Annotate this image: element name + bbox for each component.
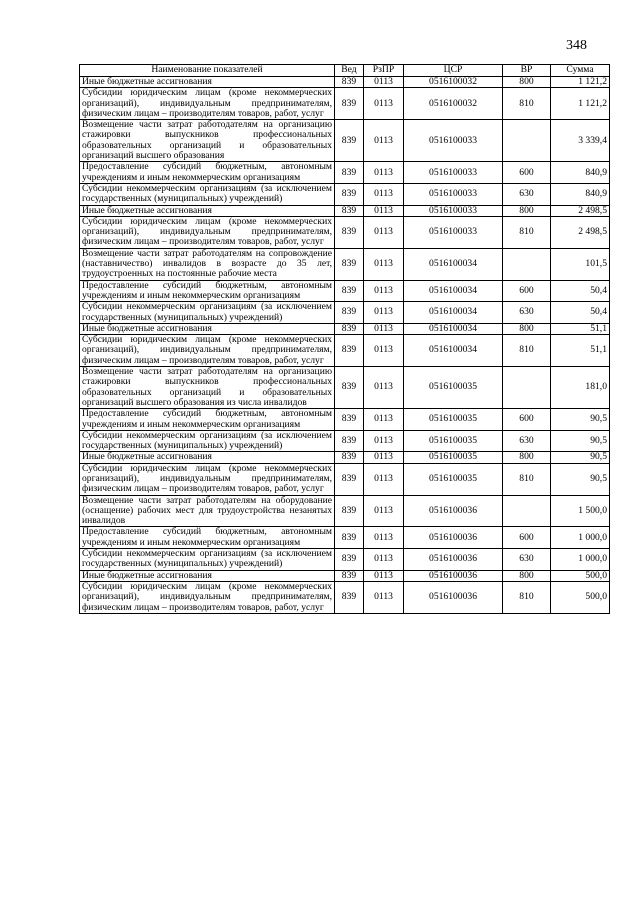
table-row xyxy=(80,367,610,409)
cell-rzpr: 0113 xyxy=(364,581,404,613)
cell-rzpr: 0113 xyxy=(364,120,404,162)
cell-sum: 3 339,4 xyxy=(551,120,610,162)
cell-rzpr: 0113 xyxy=(364,527,404,549)
table-row xyxy=(80,77,610,88)
cell-rzpr: 0113 xyxy=(364,323,404,334)
cell-name: Субсидии некоммерческим организациям (за исключением государственных (муниципальных) учреждений) xyxy=(80,183,335,205)
cell-rzpr: 0113 xyxy=(364,280,404,302)
cell-csr: 0516100035 xyxy=(404,430,503,452)
cell-vr: 810 xyxy=(503,216,551,248)
table-row xyxy=(80,409,610,431)
cell-vr: 630 xyxy=(503,183,551,205)
cell-ved: 839 xyxy=(335,77,364,88)
cell-vr xyxy=(503,120,551,162)
cell-ved: 839 xyxy=(335,335,364,367)
cell-name: Предоставление субсидий бюджетным, автономным учреждениям и иным некоммерческим организациям xyxy=(80,409,335,431)
cell-name: Предоставление субсидий бюджетным, автономным учреждениям и иным некоммерческим организациям xyxy=(80,162,335,184)
cell-ved: 839 xyxy=(335,570,364,581)
table-row xyxy=(80,183,610,205)
table-row xyxy=(80,216,610,248)
table-row xyxy=(80,120,610,162)
cell-sum: 90,5 xyxy=(551,409,610,431)
cell-sum: 1 500,0 xyxy=(551,495,610,527)
table-row xyxy=(80,248,610,280)
cell-sum: 90,5 xyxy=(551,463,610,495)
budget-table xyxy=(79,64,610,614)
cell-name: Субсидии юридическим лицам (кроме некоммерческих организаций), индивидуальным предпринимателям, физическим лицам – производителям товаров, работ, услуг xyxy=(80,216,335,248)
cell-name: Возмещение части затрат работодателям на сопровождение (наставничество) инвалидов в возрасте до 35 лет, трудоустроенных на постоянные рабочие места xyxy=(80,248,335,280)
table-row xyxy=(80,323,610,334)
table-header-row xyxy=(80,65,610,77)
cell-sum: 90,5 xyxy=(551,430,610,452)
cell-vr: 600 xyxy=(503,527,551,549)
cell-ved: 839 xyxy=(335,409,364,431)
cell-sum: 1 000,0 xyxy=(551,549,610,571)
cell-ved: 839 xyxy=(335,162,364,184)
table-body xyxy=(80,77,610,614)
cell-vr: 800 xyxy=(503,323,551,334)
cell-sum: 1 121,2 xyxy=(551,88,610,120)
cell-csr: 0516100035 xyxy=(404,452,503,463)
table-row xyxy=(80,302,610,324)
table-row xyxy=(80,162,610,184)
cell-sum: 1 000,0 xyxy=(551,527,610,549)
cell-csr: 0516100033 xyxy=(404,120,503,162)
cell-vr xyxy=(503,248,551,280)
cell-rzpr: 0113 xyxy=(364,463,404,495)
cell-ved: 839 xyxy=(335,549,364,571)
cell-name: Субсидии юридическим лицам (кроме некоммерческих организаций), индивидуальным предпринимателям, физическим лицам – производителям товаров, работ, услуг xyxy=(80,335,335,367)
cell-ved: 839 xyxy=(335,280,364,302)
cell-name: Субсидии юридическим лицам (кроме некоммерческих организаций), индивидуальным предпринимателям, физическим лицам – производителям товаров, работ, услуг xyxy=(80,463,335,495)
cell-rzpr: 0113 xyxy=(364,409,404,431)
cell-name: Иные бюджетные ассигнования xyxy=(80,452,335,463)
table-row xyxy=(80,527,610,549)
cell-name: Предоставление субсидий бюджетным, автономным учреждениям и иным некоммерческим организациям xyxy=(80,527,335,549)
cell-rzpr: 0113 xyxy=(364,216,404,248)
cell-sum: 840,9 xyxy=(551,183,610,205)
cell-ved: 839 xyxy=(335,248,364,280)
cell-ved: 839 xyxy=(335,463,364,495)
cell-csr: 0516100033 xyxy=(404,205,503,216)
cell-name: Иные бюджетные ассигнования xyxy=(80,205,335,216)
cell-name: Субсидии некоммерческим организациям (за исключением государственных (муниципальных) учреждений) xyxy=(80,549,335,571)
cell-ved: 839 xyxy=(335,452,364,463)
table-row xyxy=(80,205,610,216)
cell-name: Иные бюджетные ассигнования xyxy=(80,570,335,581)
cell-rzpr: 0113 xyxy=(364,302,404,324)
cell-ved: 839 xyxy=(335,302,364,324)
cell-name: Субсидии юридическим лицам (кроме некоммерческих организаций), индивидуальным предпринимателям, физическим лицам – производителям товаров, работ, услуг xyxy=(80,88,335,120)
cell-ved: 839 xyxy=(335,495,364,527)
cell-vr: 800 xyxy=(503,570,551,581)
cell-vr: 800 xyxy=(503,205,551,216)
cell-name: Субсидии юридическим лицам (кроме некоммерческих организаций), индивидуальным предпринимателям, физическим лицам – производителям товаров, работ, услуг xyxy=(80,581,335,613)
cell-ved: 839 xyxy=(335,367,364,409)
cell-rzpr: 0113 xyxy=(364,88,404,120)
header-rzpr: РзПР xyxy=(364,65,404,77)
cell-csr: 0516100034 xyxy=(404,248,503,280)
header-vr: ВР xyxy=(503,65,551,77)
cell-name: Субсидии некоммерческим организациям (за исключением государственных (муниципальных) учреждений) xyxy=(80,302,335,324)
cell-vr: 800 xyxy=(503,452,551,463)
cell-vr: 600 xyxy=(503,280,551,302)
cell-sum: 2 498,5 xyxy=(551,205,610,216)
cell-ved: 839 xyxy=(335,581,364,613)
cell-rzpr: 0113 xyxy=(364,549,404,571)
cell-rzpr: 0113 xyxy=(364,335,404,367)
table-row xyxy=(80,430,610,452)
cell-vr xyxy=(503,495,551,527)
cell-sum: 101,5 xyxy=(551,248,610,280)
cell-rzpr: 0113 xyxy=(364,248,404,280)
cell-ved: 839 xyxy=(335,205,364,216)
table-row xyxy=(80,581,610,613)
cell-rzpr: 0113 xyxy=(364,430,404,452)
cell-csr: 0516100036 xyxy=(404,527,503,549)
cell-rzpr: 0113 xyxy=(364,162,404,184)
cell-csr: 0516100033 xyxy=(404,216,503,248)
cell-name: Иные бюджетные ассигнования xyxy=(80,323,335,334)
cell-sum: 500,0 xyxy=(551,581,610,613)
cell-sum: 840,9 xyxy=(551,162,610,184)
cell-csr: 0516100035 xyxy=(404,463,503,495)
cell-sum: 181,0 xyxy=(551,367,610,409)
cell-csr: 0516100032 xyxy=(404,88,503,120)
header-csr: ЦСР xyxy=(404,65,503,77)
cell-vr: 810 xyxy=(503,463,551,495)
cell-name: Предоставление субсидий бюджетным, автономным учреждениям и иным некоммерческим организациям xyxy=(80,280,335,302)
cell-vr: 630 xyxy=(503,549,551,571)
cell-sum: 1 121,2 xyxy=(551,77,610,88)
cell-vr: 600 xyxy=(503,409,551,431)
cell-csr: 0516100035 xyxy=(404,367,503,409)
cell-name: Иные бюджетные ассигнования xyxy=(80,77,335,88)
table-row xyxy=(80,549,610,571)
cell-csr: 0516100033 xyxy=(404,183,503,205)
cell-rzpr: 0113 xyxy=(364,495,404,527)
cell-csr: 0516100036 xyxy=(404,570,503,581)
cell-csr: 0516100034 xyxy=(404,323,503,334)
table-row xyxy=(80,88,610,120)
header-ved: Вед xyxy=(335,65,364,77)
cell-csr: 0516100034 xyxy=(404,302,503,324)
cell-sum: 51,1 xyxy=(551,335,610,367)
cell-csr: 0516100032 xyxy=(404,77,503,88)
cell-vr xyxy=(503,367,551,409)
cell-name: Субсидии некоммерческим организациям (за исключением государственных (муниципальных) учреждений) xyxy=(80,430,335,452)
cell-sum: 500,0 xyxy=(551,570,610,581)
table-row xyxy=(80,495,610,527)
cell-sum: 2 498,5 xyxy=(551,216,610,248)
cell-csr: 0516100036 xyxy=(404,495,503,527)
header-sum: Сумма xyxy=(551,65,610,77)
cell-ved: 839 xyxy=(335,323,364,334)
cell-vr: 630 xyxy=(503,302,551,324)
cell-csr: 0516100036 xyxy=(404,581,503,613)
cell-rzpr: 0113 xyxy=(364,77,404,88)
cell-vr: 810 xyxy=(503,335,551,367)
cell-csr: 0516100036 xyxy=(404,549,503,571)
table-row xyxy=(80,452,610,463)
cell-csr: 0516100034 xyxy=(404,280,503,302)
cell-rzpr: 0113 xyxy=(364,367,404,409)
cell-csr: 0516100034 xyxy=(404,335,503,367)
table-row xyxy=(80,570,610,581)
cell-sum: 51,1 xyxy=(551,323,610,334)
cell-ved: 839 xyxy=(335,216,364,248)
cell-vr: 810 xyxy=(503,88,551,120)
cell-ved: 839 xyxy=(335,120,364,162)
cell-rzpr: 0113 xyxy=(364,183,404,205)
cell-sum: 50,4 xyxy=(551,280,610,302)
table-row xyxy=(80,335,610,367)
cell-ved: 839 xyxy=(335,430,364,452)
cell-ved: 839 xyxy=(335,527,364,549)
cell-ved: 839 xyxy=(335,183,364,205)
cell-name: Возмещение части затрат работодателям на организацию стажировки выпускников профессиональных образовательных организаций и образовательных организаций высшего образования xyxy=(80,120,335,162)
table-row xyxy=(80,463,610,495)
page-number: 348 xyxy=(566,38,587,53)
cell-vr: 810 xyxy=(503,581,551,613)
cell-csr: 0516100033 xyxy=(404,162,503,184)
cell-ved: 839 xyxy=(335,88,364,120)
cell-name: Возмещение части затрат работодателям на оборудование (оснащение) рабочих мест для трудоустройства незанятых инвалидов xyxy=(80,495,335,527)
table-row xyxy=(80,280,610,302)
cell-sum: 50,4 xyxy=(551,302,610,324)
cell-vr: 600 xyxy=(503,162,551,184)
cell-rzpr: 0113 xyxy=(364,205,404,216)
cell-sum: 90,5 xyxy=(551,452,610,463)
cell-name: Возмещение части затрат работодателям на организацию стажировки выпускников профессиональных образовательных организаций и образовательных организаций высшего образования из числа инвалидов xyxy=(80,367,335,409)
cell-vr: 630 xyxy=(503,430,551,452)
header-name: Наименование показателей xyxy=(80,65,335,77)
cell-csr: 0516100035 xyxy=(404,409,503,431)
cell-rzpr: 0113 xyxy=(364,452,404,463)
cell-rzpr: 0113 xyxy=(364,570,404,581)
cell-vr: 800 xyxy=(503,77,551,88)
